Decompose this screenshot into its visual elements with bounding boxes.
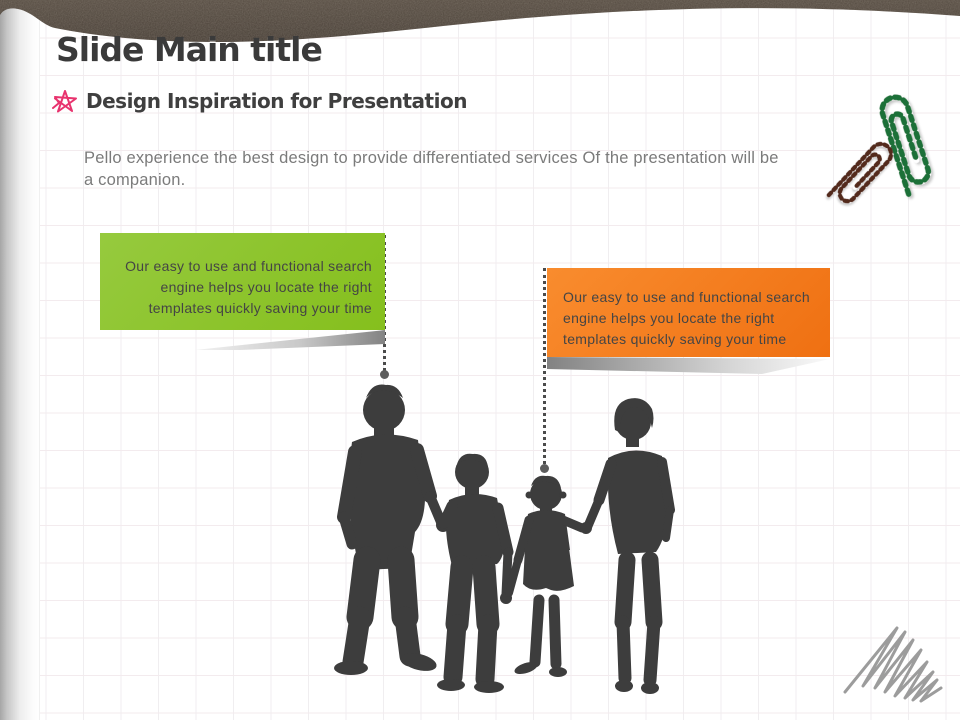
star-doodle-icon [52, 88, 78, 114]
page-title: Slide Main title [56, 30, 322, 69]
callout-orange [547, 268, 830, 357]
family-silhouette-illustration [322, 372, 678, 704]
body-paragraph: Pello experience the best design to provide differentiated services Of the presentation will be a companion. [84, 148, 779, 189]
callout-green [100, 233, 385, 330]
section-heading: Design Inspiration for Presentation [86, 89, 467, 113]
callout-orange-text: Our easy to use and functional search engine helps you locate the right templates quickly saving your time [563, 289, 810, 347]
callout-green-fold-shadow [195, 330, 385, 354]
paperclips-decoration [795, 85, 955, 220]
callout-green-text: Our easy to use and functional search engine helps you locate the right templates quickly saving your time [125, 258, 372, 316]
paperclip-brown-icon [829, 140, 895, 209]
section-heading-row [52, 88, 467, 114]
callout-orange-fold-shadow [547, 357, 830, 377]
page-curl-edge [0, 0, 40, 720]
pencil-scribble-icon [833, 618, 958, 713]
